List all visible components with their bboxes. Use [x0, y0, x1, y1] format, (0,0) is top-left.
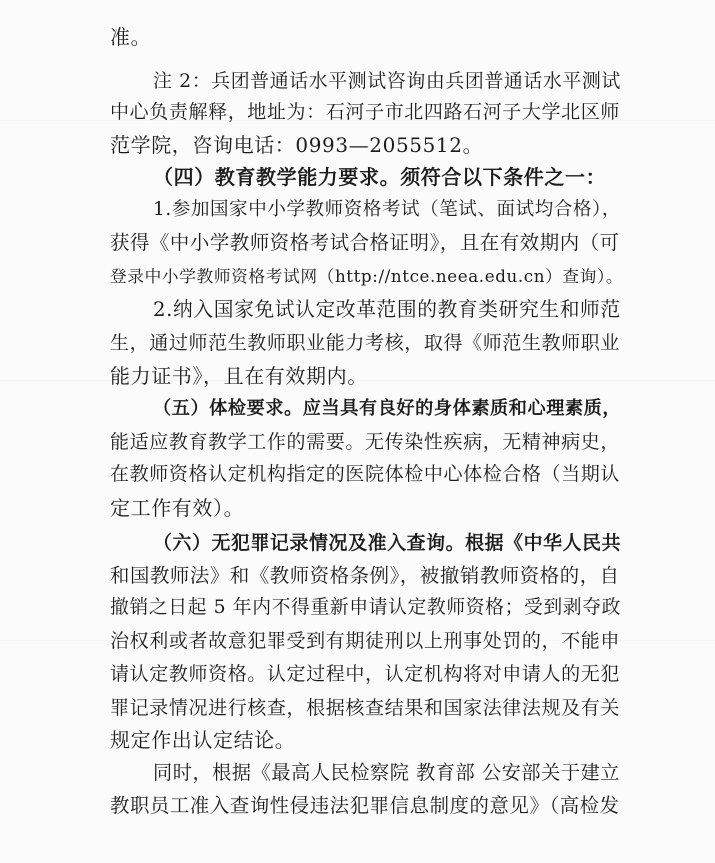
text-line-13: 能适应教育教学工作的需要。无传染性疾病，无精神病史， [110, 431, 621, 453]
text-line-17: 和国教师法》和《教师资格条例》，被撤销教师资格的，自 [110, 564, 620, 587]
text-line-24: 教职员工准入查询性侵违法犯罪信息制度的意见》（高检发 [110, 794, 620, 817]
section-heading-5: （五）体检要求。应当具有良好的身体素质和心理素质， [153, 398, 622, 419]
text-line-3: 中心负责解释，地址为：石河子市北四路石河子大学北区师 [110, 101, 621, 123]
section-heading-4: （四）教育教学能力要求。须符合以下条件之一： [153, 165, 607, 189]
text-line-20: 请认定教师资格。认定过程中，认定机构将对申请人的无犯 [110, 663, 621, 685]
text-line-8: 登录中小学教师资格考试网（http://ntce.neea.edu.cn）查询）。 [110, 266, 624, 286]
text-line-14: 在教师资格认定机构指定的医院体检中心体检合格（当期认 [110, 463, 621, 485]
text-line-10: 生，通过师范生教师职业能力考核，取得《师范生教师职业 [110, 332, 621, 354]
text-line-6: 1.参加国家中小学教师资格考试（笔试、面试均合格）， [153, 199, 622, 220]
text-line-1: 准。 [110, 25, 152, 49]
text-line-9: 2.纳入国家免试认定改革范围的教育类研究生和师范 [153, 298, 621, 321]
text-line-23: 同时，根据《最高人民检察院 教育部 公安部关于建立 [153, 761, 621, 784]
section-heading-6: （六）无犯罪记录情况及准入查询。根据《中华人民共 [153, 532, 622, 554]
text-line-22: 规定作出认定结论。 [110, 728, 296, 752]
text-line-19: 治权利或者故意犯罪受到有期徒刑以上刑事处罚的，不能申 [110, 630, 621, 652]
text-line-7: 获得《中小学教师资格考试合格证明》，且在有效期内（可 [110, 231, 620, 254]
text-line-11: 能力证书》，且在有效期内。 [110, 364, 368, 388]
text-line-18: 撤销之日起 5 年内不得重新申请认定教师资格；受到剥夺政 [110, 597, 622, 618]
text-line-4: 范学院，咨询电话：0993—2055512。 [110, 133, 484, 157]
text-line-15: 定工作有效）。 [110, 496, 245, 520]
text-line-2: 注 2：兵团普通话水平测试咨询由兵团普通话水平测试 [153, 70, 621, 92]
text-line-21: 罪记录情况进行核查，根据核查结果和国家法律法规及有关 [110, 697, 621, 719]
